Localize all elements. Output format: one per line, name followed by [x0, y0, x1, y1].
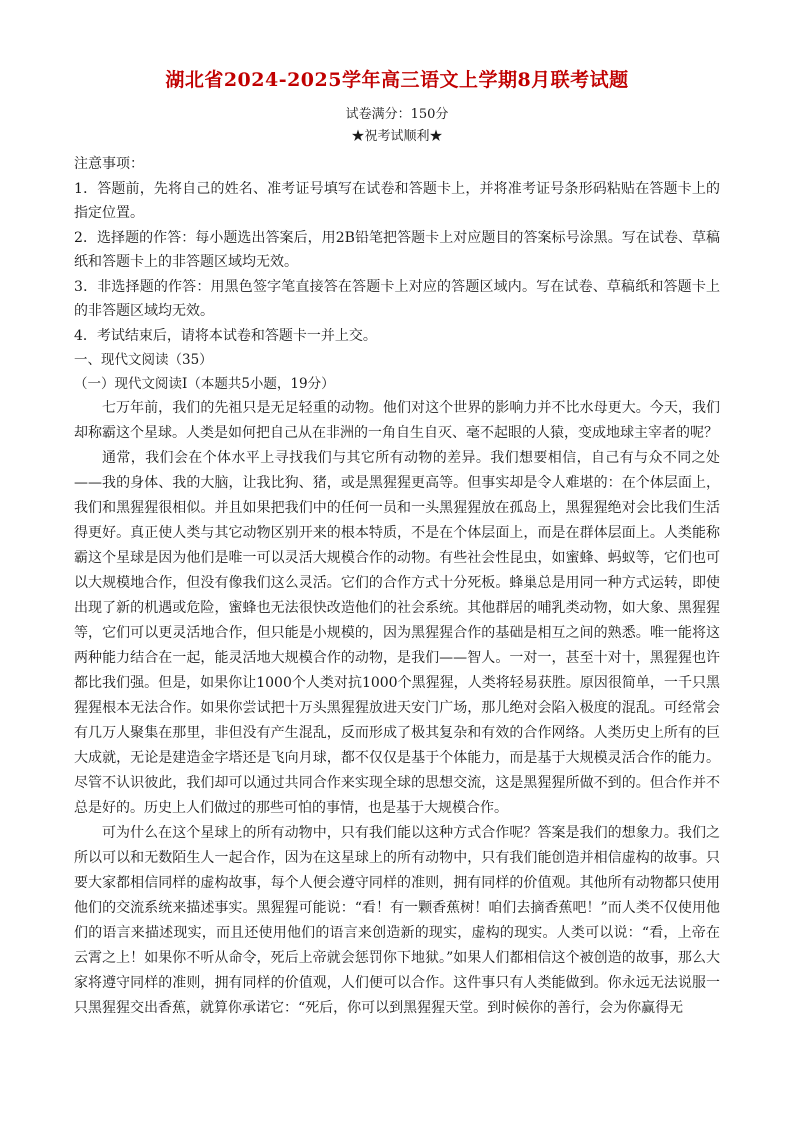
notice-item-2: 2．选择题的作答：每小题选出答案后，用2B铅笔把答题卡上对应题目的答案标号涂黑。写在试卷、草稿纸和答题卡上的非答题区域均无效。: [74, 229, 720, 270]
passage-paragraph-3: 可为什么在这个星球上的所有动物中，只有我们能以这种方式合作呢？答案是我们的想象力。我们之所以可以和无数陌生人一起合作，因为在这星球上的所有动物中，只有我们能创造并相信虚构的故事。只要大家都相信同样的虚构故事，每个人便会遵守同样的准则，拥有同样的价值观。其他所有动物都只使用他们的交流系统来描述事实。黑猩猩可能说：“看！有一颗香蕉树！咱们去摘香蕉吧！”而人类不仅使用他们的语言来描述现实，而且还使用他们的语言来创造新的现实，虚构的现实。人类可以说：“看，上帝在云霄之上！如果你不听从命令，死后上帝就会惩罚你下地狱。”如果人们都相信这个被创造的故事，那么大家将遵守同样的准则，拥有同样的价值观，人们便可以合作。这件事只有人类能做到。你永远无法说服一只黑猩猩交出香蕉，就算你承诺它：“死后，你可以到黑猩猩天堂。到时候你的善行，会为你赢得无: [74, 825, 720, 1016]
blessing: ★祝考试顺利★: [351, 129, 443, 144]
full-score: 试卷满分：150分: [345, 107, 449, 122]
passage-paragraph-1: 七万年前，我们的先祖只是无足轻重的动物。他们对这个世界的影响力并不比水母更大。今天，我们却称霸这个星球。人类是如何把自己从在非洲的一角自生自灭、毫不起眼的人猿，变成地球主宰者的呢？: [74, 400, 720, 441]
notice-item-1: 1．答题前，先将自己的姓名、准考证号填写在试卷和答题卡上，并将准考证号条形码粘贴在答题卡上的指定位置。: [74, 180, 720, 221]
section-title: 一、现代文阅读（35）: [74, 352, 213, 368]
notice-heading: 注意事项：: [74, 156, 144, 172]
exam-title: 湖北省2024-2025学年高三语文上学期8月联考试题: [165, 69, 629, 91]
section-subtitle: （一）现代文阅读Ⅰ（本题共5小题，19分）: [74, 376, 335, 392]
notice-item-4: 4．考试结束后，请将本试卷和答题卡一并上交。: [74, 327, 377, 344]
passage-paragraph-2: 通常，我们会在个体水平上寻找我们与其它所有动物的差异。我们想要相信，自己有与众不同之处——我的身体、我的大脑，让我比狗、猪，或是黑猩猩更高等。但事实却是令人难堪的：在个体层面上，我们和黑猩猩很相似。并且如果把我们中的任何一员和一头黑猩猩放在孤岛上，黑猩猩绝对会比我们生活得更好。真正使人类与其它动物区别开来的根本特质，不是在个体层面上，而是在群体层面上。人类能称霸这个星球是因为他们是唯一可以灵活大规模合作的动物。有些社会性昆虫，如蜜蜂、蚂蚁等，它们也可以大规模地合作，但没有像我们这么灵活。它们的合作方式十分死板。蜂巢总是用同一种方式运转，即使出现了新的机遇或危险，蜜蜂也无法很快改造他们的社会系统。其他群居的哺乳类动物，如大象、黑猩猩等，它们可以更灵活地合作，但只能是小规模的，因为黑猩猩合作的基础是相互之间的熟悉。唯一能将这两种能力结合在一起，能灵活地大规模合作的动物，是我们——智人。一对一，甚至十对十，黑猩猩也许都比我们强。但是，如果你让1000个人类对抗1000个黑猩猩，人类将轻易获胜。原因很简单，一千只黑猩猩根本无法合作。如果你尝试把十万头黑猩猩放进天安门广场，那儿绝对会陷入极度的混乱。可经常会有几万人聚集在那里，非但没有产生混乱，反而形成了极其复杂和有效的合作网络。人类历史上所有的巨大成就，无论是建造金字塔还是飞向月球，都不仅仅是基于个体能力，而是基于大规模灵活合作的能力。尽管不认识彼此，我们却可以通过共同合作来实现全球的思想交流，这是黑猩猩所做不到的。但合作并不总是好的。历史上人们做过的那些可怕的事情，也是基于大规模合作。: [74, 450, 720, 816]
notice-item-3: 3．非选择题的作答：用黑色签字笔直接答在答题卡上对应的答题区域内。写在试卷、草稿纸和答题卡上的非答题区域均无效。: [74, 278, 720, 319]
exam-page: [74, 66, 720, 1021]
